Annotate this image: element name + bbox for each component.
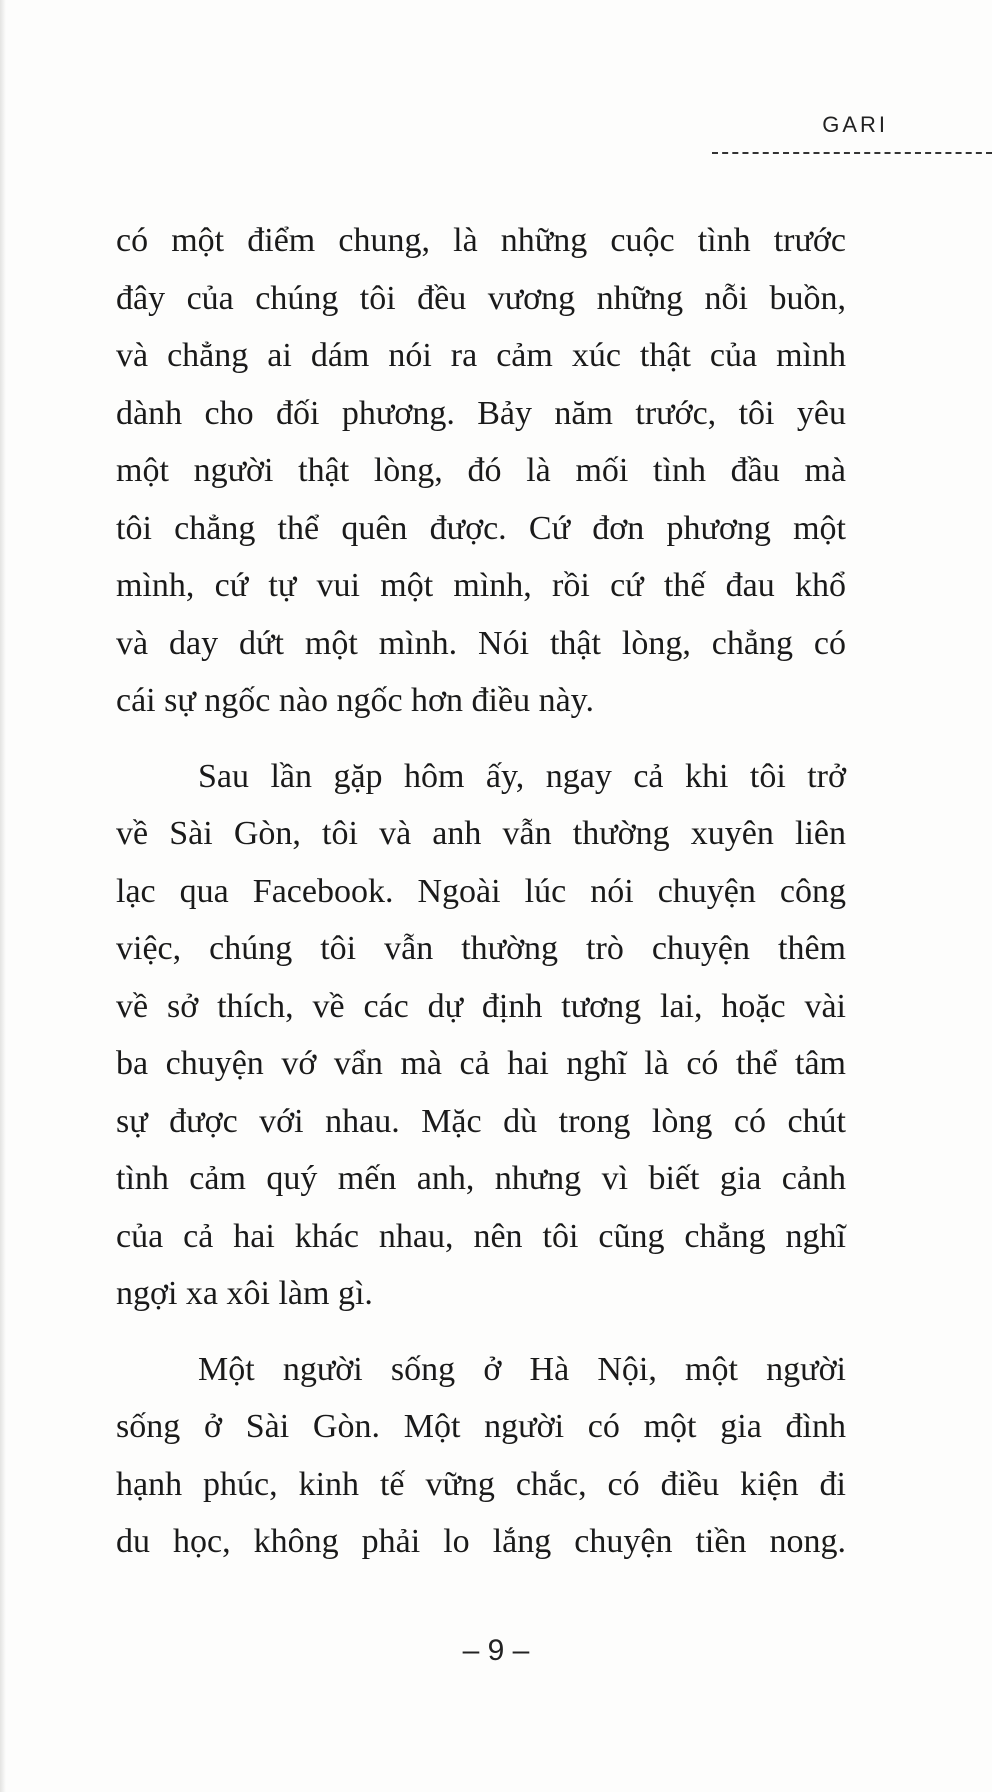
text-line: về sở thích, về các dự định tương lai, hoặc vài <box>116 987 846 1025</box>
page-edge-shadow <box>0 0 6 1792</box>
text-line: dành cho đối phương. Bảy năm trước, tôi yêu <box>116 394 846 432</box>
running-header-title: GARI <box>822 112 888 137</box>
text-line: của cả hai khác nhau, nên tôi cũng chẳng nghĩ <box>116 1217 846 1255</box>
paragraph-3 <box>116 1341 846 1571</box>
paragraph-1 <box>116 212 846 730</box>
text-line: có một điểm chung, là những cuộc tình trước <box>116 222 846 259</box>
text-line: tôi chẳng thể quên được. Cứ đơn phương một <box>116 509 846 547</box>
page-number: – 9 – <box>462 1634 530 1667</box>
body-text <box>116 212 846 1571</box>
text-line: sống ở Sài Gòn. Một người có một gia đình <box>116 1408 846 1445</box>
text-line: một người thật lòng, đó là mối tình đầu mà <box>116 452 846 489</box>
text-line: du học, không phải lo lắng chuyện tiền nong. <box>116 1523 846 1560</box>
text-line: hạnh phúc, kinh tế vững chắc, có điều kiện đi <box>116 1465 846 1503</box>
text-line: và chẳng ai dám nói ra cảm xúc thật của mình <box>116 337 846 374</box>
text-line: Sau lần gặp hôm ấy, ngay cả khi tôi trở <box>198 757 846 795</box>
text-line: và day dứt một mình. Nói thật lòng, chẳng có <box>116 624 846 662</box>
text-line: cái sự ngốc nào ngốc hơn điều này. <box>116 682 594 719</box>
header-dashed-rule <box>712 152 992 154</box>
text-line: sự được với nhau. Mặc dù trong lòng có chút <box>116 1102 846 1140</box>
text-line: việc, chúng tôi vẫn thường trò chuyện thêm <box>116 930 846 967</box>
text-line: mình, cứ tự vui một mình, rồi cứ thế đau khổ <box>116 567 846 604</box>
paragraph-2 <box>116 748 846 1323</box>
text-line: lạc qua Facebook. Ngoài lúc nói chuyện công <box>116 872 846 910</box>
text-line: đây của chúng tôi đều vương những nỗi buồn, <box>116 279 846 317</box>
text-line: Một người sống ở Hà Nội, một người <box>198 1350 846 1388</box>
text-line: ngợi xa xôi làm gì. <box>116 1275 373 1312</box>
text-line: về Sài Gòn, tôi và anh vẫn thường xuyên liên <box>116 815 846 852</box>
text-line: ba chuyện vớ vẩn mà cả hai nghĩ là có thể tâm <box>116 1045 846 1082</box>
text-line: tình cảm quý mến anh, nhưng vì biết gia cảnh <box>116 1160 846 1197</box>
